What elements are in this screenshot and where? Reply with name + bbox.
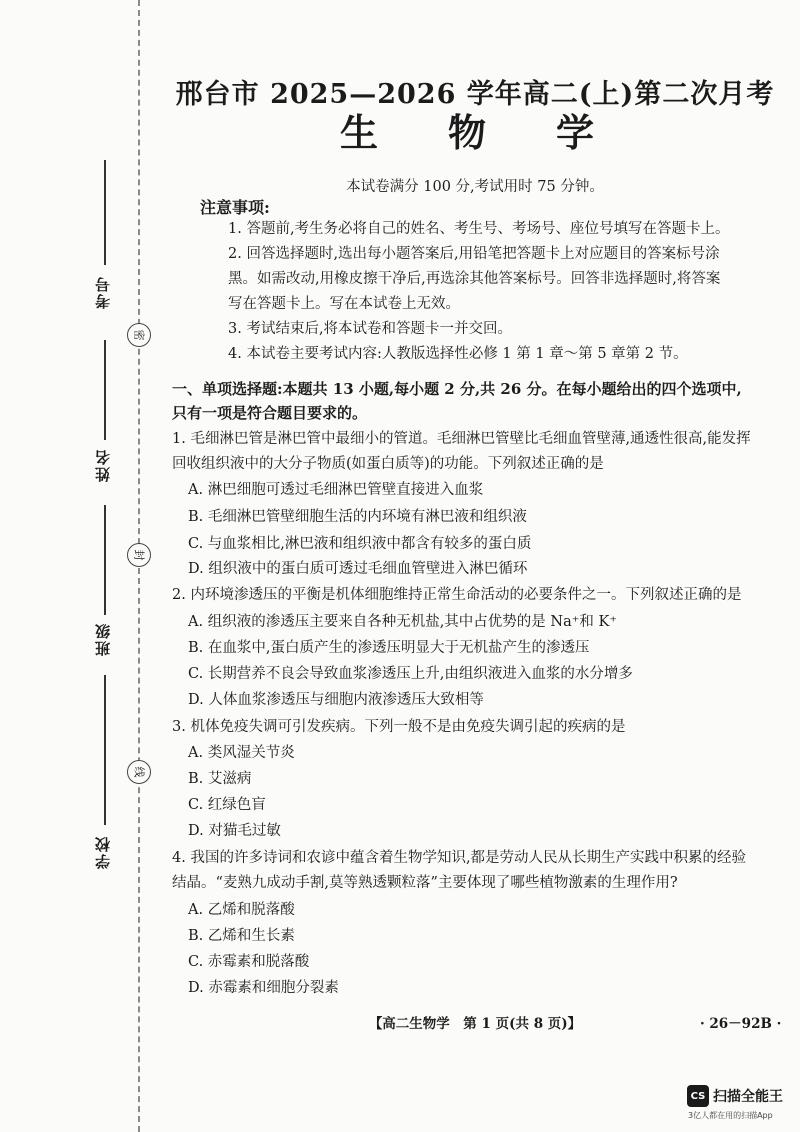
margin-label-exam-number: 考号: [94, 275, 112, 309]
question-3-option-a: A. 类风湿关节炎: [188, 745, 295, 761]
question-4-option-a: A. 乙烯和脱落酸: [188, 902, 295, 918]
margin-label-name: 姓名: [94, 448, 112, 482]
margin-fill-line: [104, 675, 106, 825]
margin-fill-line: [104, 505, 106, 615]
question-3-option-c: C. 红绿色盲: [188, 797, 266, 813]
question-1-option-a: A. 淋巴细胞可透过毛细淋巴管壁直接进入血浆: [188, 482, 484, 498]
question-2-option-c: C. 长期营养不良会导致血浆渗透压上升,由组织液进入血浆的水分增多: [188, 666, 633, 682]
camscanner-logo-icon: CS: [687, 1085, 709, 1107]
exam-title: 邢台市 2025—2026 学年高二(上)第二次月考: [175, 79, 775, 110]
margin-label-class: 班级: [94, 622, 112, 656]
notice-item: 4. 本试卷主要考试内容:人教版选择性必修 1 第 1 章～第 5 章第 2 节。: [228, 346, 688, 362]
notice-heading: 注意事项:: [200, 198, 270, 217]
paper-code: · 26－92B ·: [700, 1016, 782, 1032]
question-2-option-b: B. 在血浆中,蛋白质产生的渗透压明显大于无机盐产生的渗透压: [188, 640, 590, 656]
subject-title: 生 物 学: [339, 110, 610, 155]
question-1-option-c: C. 与血浆相比,淋巴液和组织液中都含有较多的蛋白质: [188, 536, 532, 552]
question-4-option-b: B. 乙烯和生长素: [188, 928, 295, 944]
question-2-option-a: A. 组织液的渗透压主要来自各种无机盐,其中占优势的是 Na⁺和 K⁺: [188, 614, 617, 630]
seal-circle-feng: 封: [127, 543, 151, 567]
question-1-stem: 1. 毛细淋巴管是淋巴管中最细小的管道。毛细淋巴管壁比毛细血管壁薄,通透性很高,能发挥回收组织液中的大分子物质(如蛋白质等)的功能。下列叙述正确的是: [172, 431, 751, 472]
question-3-option-b: B. 艾滋病: [188, 771, 252, 787]
seal-circle-xian: 线: [127, 760, 151, 784]
margin-label-school: 学校: [94, 835, 112, 869]
notice-item: 2. 回答选择题时,选出每小题答案后,用铅笔把答题卡上对应题目的答案标号涂黑。如需改动,用橡皮擦干净后,再选涂其他答案标号。回答非选择题时,将答案写在答题卡上。写在本试卷上无效。: [228, 246, 721, 312]
question-1-option-b: B. 毛细淋巴管壁细胞生活的内环境有淋巴液和组织液: [188, 509, 527, 525]
question-2-option-d: D. 人体血浆渗透压与细胞内液渗透压大致相等: [188, 692, 484, 708]
question-3-stem: 3. 机体免疫失调可引发疾病。下列一般不是由免疫失调引起的疾病的是: [172, 719, 626, 735]
seal-circle-mi: 密: [127, 323, 151, 347]
exam-info: 本试卷满分 100 分,考试用时 75 分钟。: [346, 179, 604, 195]
watermark-tagline: 3亿人都在用的扫描App: [688, 1111, 773, 1120]
section-heading: 一、单项选择题:本题共 13 小题,每小题 2 分,共 26 分。在每小题给出的四个选项中,只有一项是符合题目要求的。: [172, 380, 742, 422]
page-footer: 【高二生物学 第 1 页(共 8 页)】: [368, 1016, 582, 1032]
question-4-stem: 4. 我国的许多诗词和农谚中蕴含着生物学知识,都是劳动人民从长期生产实践中积累的经验结晶。“麦熟九成动手割,莫等熟透颗粒落”主要体现了哪些植物激素的生理作用?: [172, 850, 747, 891]
question-4-option-d: D. 赤霉素和细胞分裂素: [188, 980, 339, 996]
margin-fill-line: [104, 340, 106, 440]
watermark-name: 扫描全能王: [713, 1089, 783, 1105]
question-1-option-d: D. 组织液中的蛋白质可透过毛细血管壁进入淋巴循环: [188, 561, 528, 577]
question-4-option-c: C. 赤霉素和脱落酸: [188, 954, 310, 970]
notice-list: [200, 217, 730, 367]
notice-item: 3. 考试结束后,将本试卷和答题卡一并交回。: [228, 321, 513, 337]
notice-item: 1. 答题前,考生务必将自己的姓名、考生号、考场号、座位号填写在答题卡上。: [228, 221, 730, 237]
question-2-stem: 2. 内环境渗透压的平衡是机体细胞维持正常生命活动的必要条件之一。下列叙述正确的是: [172, 587, 742, 603]
margin-fill-line: [104, 160, 106, 265]
question-3-option-d: D. 对猫毛过敏: [188, 823, 281, 839]
